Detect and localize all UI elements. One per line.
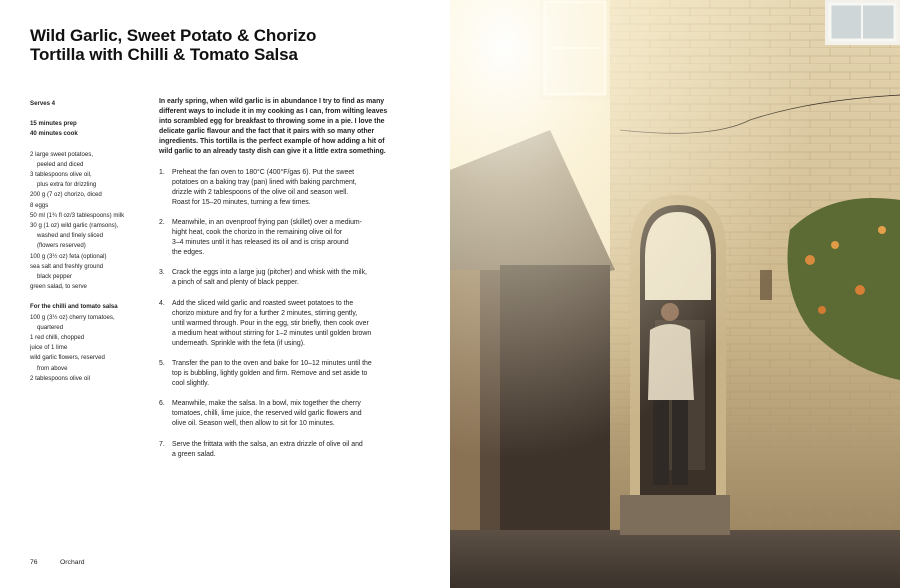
step-line: Meanwhile, make the salsa. In a bowl, mix together the cherry [172, 400, 361, 408]
ingredient-line: 3 tablespoons olive oil, [30, 171, 92, 179]
recipe-intro [159, 97, 409, 158]
step-line: Crack the eggs into a large jug (pitcher) and whisk with the milk, [172, 269, 367, 277]
step-line: Add the sliced wild garlic and roasted sweet potatoes to the [172, 299, 354, 307]
ingredient-line: 200 g (7 oz) chorizo, diced [30, 191, 102, 199]
step-line: Roast for 15–20 minutes, turning a few times. [172, 198, 311, 206]
step-number: 1. [159, 168, 165, 176]
step-number: 3. [159, 269, 165, 277]
intro-line: into scrambled egg for breakfast to throwing some in a pie. I love the [159, 118, 385, 126]
ingredient-line: from above [37, 364, 68, 372]
intro-line: delicate garlic flavour and the fact that it pairs with so many other [159, 128, 375, 136]
recipe-title-line-1: Wild Garlic, Sweet Potato & Chorizo [30, 26, 317, 45]
method-step [159, 359, 409, 389]
step-line: underneath. Sprinkle with the feta (if using). [172, 339, 305, 347]
ingredient-line: green salad, to serve [30, 283, 87, 291]
step-number: 4. [159, 299, 165, 307]
method-section [159, 97, 409, 460]
ingredient-line: sea salt and freshly ground [30, 262, 104, 270]
step-text [172, 399, 409, 429]
step-text [172, 299, 409, 349]
step-line: 3–4 minutes until it has released its oil and is crisp around [172, 239, 349, 247]
section-name: Orchard [60, 559, 85, 566]
step-line: drizzle with 2 tablespoons of the olive oil and season well. [172, 188, 349, 196]
ingredient-spacer [30, 140, 155, 150]
step-text [172, 440, 409, 460]
step-line: until warmed through. Pour in the egg, stir briefly, then cook over [172, 319, 369, 327]
ingredient-line: black pepper [37, 273, 72, 281]
ingredient-spacer [30, 109, 155, 119]
ingredient-line: peeled and diced [37, 160, 84, 168]
step-line: top is bubbling, lightly golden and firm. Remove and set aside to [172, 370, 368, 378]
photo-illustration [450, 0, 900, 588]
step-line: Meanwhile, in an ovenproof frying pan (skillet) over a medium- [172, 218, 362, 226]
recipe-title-line-2: Tortilla with Chilli & Tomato Salsa [30, 45, 298, 64]
step-line: a green salad. [172, 450, 216, 458]
step-line: tomatoes, chilli, lime juice, the reserved wild garlic flowers and [172, 410, 362, 418]
step-text [172, 168, 409, 208]
step-line: a pinch of salt and plenty of black pepper. [172, 279, 299, 287]
cottage-photo [450, 0, 900, 588]
ingredient-line: washed and finely sliced [37, 232, 104, 240]
step-line: chorizo mixture and fry for a further 2 minutes, stirring gently, [172, 309, 358, 317]
step-line: Preheat the fan oven to 180°C (400°F/gas 6). Put the sweet [172, 168, 355, 176]
method-step [159, 399, 409, 429]
ingredient-heading: Serves 4 [30, 100, 56, 107]
step-text [172, 218, 409, 258]
page-number: 76 [30, 559, 38, 566]
ingredient-heading: 15 minutes prep [30, 120, 77, 128]
step-line: hight heat, cook the chorizo in the remaining olive oil for [172, 229, 343, 237]
step-number: 6. [159, 400, 165, 408]
intro-line: wild garlic to an already tasty dish can give it a little extra something. [159, 148, 386, 156]
method-step [159, 440, 409, 460]
step-line: the edges. [172, 249, 205, 257]
ingredient-line: (flowers reserved) [37, 242, 86, 250]
ingredient-line: 2 tablespoons olive oil [30, 374, 90, 382]
step-line: cool slightly. [172, 380, 210, 388]
method-step [159, 218, 409, 258]
ingredient-line: 30 g (1 oz) wild garlic (ramsons), [30, 222, 119, 230]
ingredient-line: wild garlic flowers, reserved [30, 354, 105, 362]
intro-line: different ways to include it in my cooking as I can, from wilting leaves [159, 108, 388, 116]
ingredient-line: 2 large sweet potatoes, [30, 150, 94, 158]
step-text [172, 359, 409, 389]
ingredient-line: plus extra for drizzling [37, 181, 97, 189]
step-number: 2. [159, 218, 165, 226]
ingredient-line: quartered [37, 323, 64, 331]
ingredient-spacer [30, 292, 155, 302]
intro-line: In early spring, when wild garlic is in abundance I try to find as many [159, 98, 385, 105]
method-step [159, 268, 409, 288]
recipe-title [30, 26, 430, 64]
method-step [159, 168, 409, 208]
ingredient-line: juice of 1 lime [30, 344, 68, 352]
ingredient-line: 1 red chilli, chopped [30, 334, 85, 342]
step-line: a medium heat without stirring for 1–2 minutes until golden brown [172, 329, 372, 337]
method-steps [159, 168, 409, 460]
method-step [159, 299, 409, 349]
ingredient-heading: 40 minutes cook [30, 130, 78, 138]
step-text [172, 268, 409, 288]
step-line: Serve the frittata with the salsa, an extra drizzle of olive oil and [172, 440, 363, 448]
ingredients-list [30, 99, 155, 384]
ingredient-line: 8 eggs [30, 201, 49, 209]
step-line: potatoes on a baking tray (pan) lined with baking parchment, [172, 178, 357, 186]
ingredient-heading: For the chilli and tomato salsa [30, 303, 118, 311]
ingredient-line: 100 g (3½ oz) feta (optional) [30, 252, 107, 260]
step-line: Transfer the pan to the oven and bake for 10–12 minutes until the [172, 359, 372, 367]
ingredient-line: 50 ml (1¾ fl oz/3 tablespoons) milk [30, 211, 125, 219]
step-number: 5. [159, 359, 165, 367]
step-line: olive oil. Season well, then allow to sit for 10 minutes. [172, 420, 335, 428]
step-number: 7. [159, 440, 165, 448]
ingredient-line: 100 g (3½ oz) cherry tomatoes, [30, 313, 115, 321]
intro-line: ingredients. This tortilla is the perfect example of how adding a hit of [159, 138, 385, 146]
